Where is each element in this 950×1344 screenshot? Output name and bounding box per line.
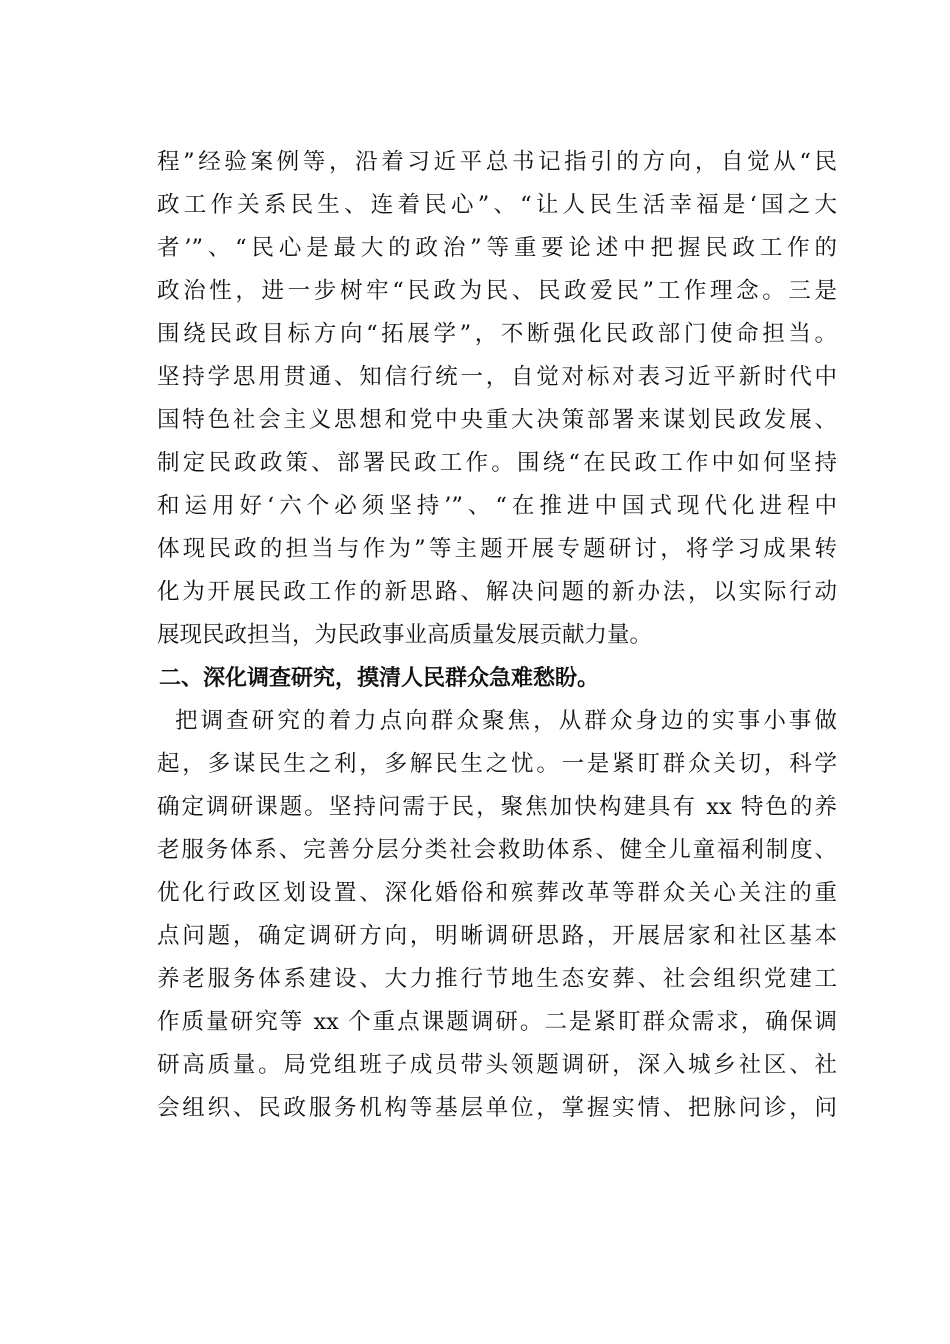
paragraph-line: 优化行政区划设置、深化婚俗和殡葬改革等群众关心关注的重: [157, 880, 837, 906]
paragraph-line: 研高质量。局党组班子成员带头领题调研，深入城乡社区、社: [157, 1052, 837, 1078]
paragraph-line: 起，多谋民生之利，多解民生之忧。一是紧盯群众关切，科学: [157, 751, 837, 777]
paragraph-line: 确定调研课题。坚持问需于民，聚焦加快构建具有 xx 特色的养: [157, 794, 837, 820]
paragraph-line: 点问题，确定调研方向，明晰调研思路，开展居家和社区基本: [157, 923, 837, 949]
document-body: [157, 141, 837, 1130]
paragraph-line: 国特色社会主义思想和党中央重大决策部署来谋划民政发展、: [157, 407, 837, 433]
paragraph-line: 制定民政政策、部署民政工作。围绕“在民政工作中如何坚持: [157, 450, 837, 476]
paragraph-line: 把调查研究的着力点向群众聚焦，从群众身边的实事小事做: [175, 708, 837, 734]
paragraph-line: 会组织、民政服务机构等基层单位，掌握实情、把脉问诊，问: [157, 1095, 837, 1121]
paragraph-line: 化为开展民政工作的新思路、解决问题的新办法，以实际行动: [157, 579, 837, 605]
paragraph-line: 围绕民政目标方向“拓展学”，不断强化民政部门使命担当。: [157, 321, 837, 347]
paragraph-line: 政治性，进一步树牢“民政为民、民政爱民”工作理念。三是: [157, 278, 837, 304]
paragraph-line: 和运用好‘六个必须坚持’”、“在推进中国式现代化进程中: [157, 493, 837, 519]
paragraph-line: 者’”、“民心是最大的政治”等重要论述中把握民政工作的: [157, 235, 837, 261]
paragraph-line: 养老服务体系建设、大力推行节地生态安葬、社会组织党建工: [157, 966, 837, 992]
paragraph-line: 作质量研究等 xx 个重点课题调研。二是紧盯群众需求，确保调: [157, 1009, 837, 1035]
paragraph-1: [157, 141, 837, 657]
paragraph-2: [157, 700, 837, 1130]
paragraph-line: 政工作关系民生、连着民心”、“让人民生活幸福是‘国之大: [157, 192, 837, 218]
section-heading-2: 二、深化调查研究，摸清人民群众急难愁盼。: [159, 666, 600, 691]
paragraph-line: 展现民政担当，为民政事业高质量发展贡献力量。: [157, 622, 653, 648]
paragraph-line: 老服务体系、完善分层分类社会救助体系、健全儿童福利制度、: [157, 837, 837, 863]
paragraph-line: 体现民政的担当与作为”等主题开展专题研讨，将学习成果转: [157, 536, 837, 562]
paragraph-line: 程”经验案例等，沿着习近平总书记指引的方向，自觉从“民: [157, 149, 837, 175]
paragraph-line: 坚持学思用贯通、知信行统一，自觉对标对表习近平新时代中: [157, 364, 837, 390]
